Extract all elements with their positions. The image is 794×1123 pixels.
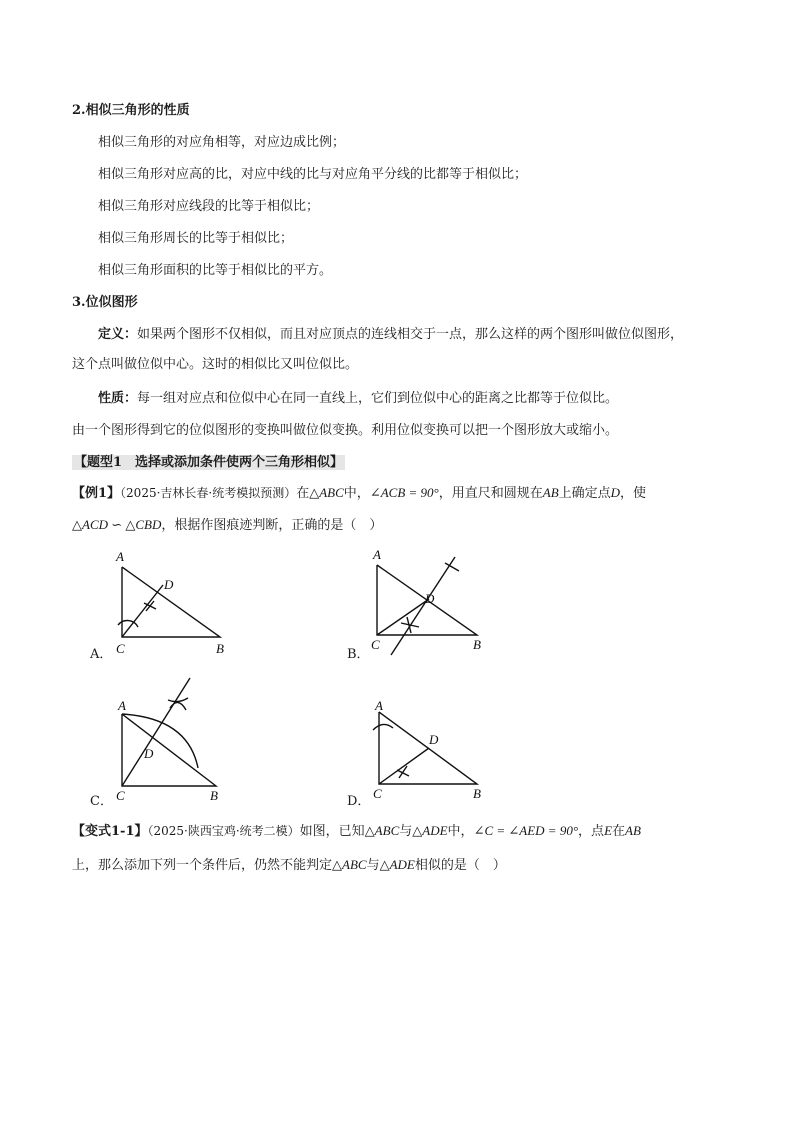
option-b-perpendicular [391, 557, 455, 655]
variant-1-1-tag: 【变式1-1】 [72, 824, 148, 839]
option-b-label-b: B [473, 637, 481, 652]
option-d-label-c: C [373, 786, 382, 801]
variant-1-1-point-e: E [604, 823, 613, 838]
property-item-2: 相似三角形对应高的比，对应中线的比与对应角平分线的比都等于相似比； [98, 167, 528, 182]
option-d-label-d: D [429, 732, 439, 747]
option-a-segment-cd [122, 585, 163, 637]
example-1-text-a: 在 [296, 486, 310, 501]
example-1-text-e: ，使 [620, 486, 647, 501]
property-line [98, 390, 618, 408]
example-1-source: （2025·吉林长春·统考模拟预测） [120, 486, 297, 500]
example-1-text-b: 中， [343, 486, 370, 501]
variant-1-1-ab: AB [625, 823, 641, 838]
variant-1-1-on: 在 [612, 824, 626, 839]
option-c-label-d: D [144, 746, 154, 761]
option-a-label-b: B [216, 641, 224, 656]
definition-line-2: 这个点叫做位似中心。这时的相似比又叫位似比。 [72, 357, 359, 372]
variant-1-1-and: 与 [399, 824, 413, 839]
option-c-label: C． [90, 794, 113, 809]
example-1-angle: ∠ACB = 90° [369, 485, 439, 500]
transformation-note: 由一个图形得到它的位似图形的变换叫做位似变换。利用位似变换可以把一个图形放大或缩小。 [72, 423, 619, 438]
example-1-point-d: D [610, 485, 621, 500]
variant-1-1-question: 相似的是（ ） [414, 858, 506, 873]
option-b-label-a: A [373, 547, 381, 562]
variant-1-1-triangle-abc-2: △ABC [332, 857, 367, 872]
variant-1-1-angles: ∠C = ∠AED = 90° [473, 823, 579, 838]
variant-1-1-triangle-abc: △ABC [364, 823, 400, 838]
option-c-triangle [122, 714, 216, 786]
option-c-label-a: A [118, 698, 126, 713]
variant-1-1-line-2 [72, 856, 506, 875]
example-1-line-2 [72, 516, 382, 535]
option-d-label-b: B [473, 786, 481, 801]
example-1-triangle-abc: △ABC [309, 485, 344, 500]
property-text: 每一组对应点和位似中心在同一直线上，它们到位似中心的距离之比都等于位似比。 [137, 391, 619, 406]
property-item-1: 相似三角形的对应角相等，对应边成比例； [98, 135, 346, 150]
section-2-heading: 2.相似三角形的性质 [72, 103, 190, 118]
variant-1-1-mid: 中， [447, 824, 474, 839]
option-a-figure[interactable] [88, 545, 248, 665]
option-b-figure[interactable] [345, 545, 505, 665]
variant-1-1-line-1 [72, 822, 641, 841]
option-d-label-a: A [375, 698, 383, 713]
option-c-arc-mark-1 [168, 698, 188, 702]
topic-title-text: 【题型1 选择或添加条件使两个三角形相似】 [74, 455, 344, 470]
example-1-tag: 【例1】 [72, 486, 121, 501]
option-c-label-c: C [116, 788, 125, 803]
option-a-label: A． [90, 647, 113, 662]
option-d-arc [373, 724, 393, 730]
option-b-segment-cd [377, 599, 429, 635]
variant-1-1-text-a: 如图，已知 [299, 824, 365, 839]
option-b-label-c: C [371, 637, 380, 652]
variant-1-1-triangle-ade: △ADE [412, 823, 448, 838]
definition-line-1 [98, 326, 683, 344]
property-item-5: 相似三角形面积的比等于相似比的平方。 [98, 263, 333, 278]
option-b-label: B． [347, 647, 370, 662]
example-1-line-1 [72, 484, 646, 503]
topic-title [72, 454, 345, 472]
variant-1-1-and-2: 与 [366, 858, 380, 873]
option-d-segment-cd [379, 748, 429, 784]
option-d-label: D． [347, 794, 371, 809]
variant-1-1-text-b: 上，那么添加下列一个条件后，仍然不能判定 [72, 858, 333, 873]
example-1-text-d: 上确定点 [558, 486, 611, 501]
option-c-label-b: B [210, 788, 218, 803]
option-b-label-d: D [425, 591, 435, 606]
variant-1-1-triangle-ade-2: △ADE [379, 857, 415, 872]
example-1-ab: AB [542, 485, 559, 500]
option-c-bisector [122, 678, 190, 786]
definition-label: 定义： [98, 327, 138, 342]
property-label: 性质： [98, 391, 138, 406]
option-a-label-a: A [116, 549, 124, 564]
option-d-figure[interactable] [345, 672, 505, 812]
variant-1-1-point: ，点 [578, 824, 605, 839]
variant-1-1-source: （2025·陕西宝鸡·统考二模） [147, 824, 300, 838]
section-3-heading: 3.位似图形 [72, 295, 138, 310]
example-1-text-c: ，用直尺和圆规在 [438, 486, 543, 501]
property-item-4: 相似三角形周长的比等于相似比； [98, 231, 294, 246]
option-c-figure[interactable] [88, 672, 248, 812]
example-1-similarity: △ACD ∽ △CBD [72, 517, 162, 532]
example-1-question: ，根据作图痕迹判断，正确的是（ ） [161, 518, 383, 533]
option-a-label-d: D [164, 577, 174, 592]
definition-text: 如果两个图形不仅相似，而且对应顶点的连线相交于一点，那么这样的两个图形叫做位似图形， [137, 327, 684, 342]
property-item-3: 相似三角形对应线段的比等于相似比； [98, 199, 320, 214]
option-a-label-c: C [116, 641, 125, 656]
